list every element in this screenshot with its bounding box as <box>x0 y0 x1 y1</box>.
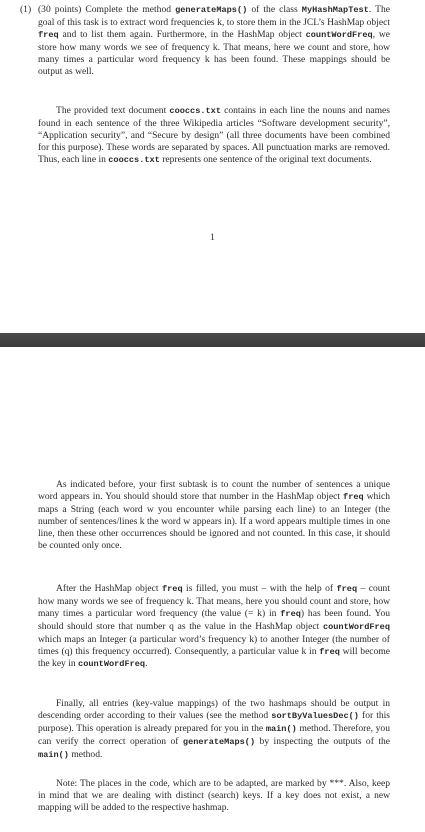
code-identifier: freq <box>38 29 59 40</box>
text-run: – count how many words we see of frequency k. That means, here you should count and store, how many times a particular word frequency (the value (= k) in <box>38 583 390 619</box>
page-number: 1 <box>210 233 215 243</box>
code-identifier: cooccs.txt <box>108 154 160 165</box>
text-run: for this purpose). This operation is already prepared for you in the <box>38 709 391 734</box>
code-identifier: generateMaps() <box>175 5 248 15</box>
text-run: After the HashMap object <box>56 583 162 594</box>
code-identifier: freq <box>336 584 358 594</box>
text-run: which maps a String (each word w you encounter while parsing each line) to an Integer (the number of sentences/lines k the word w appears in). If a word appears multiple times in one line, then these other occurrences should be ignored and not counted. In this case, it should be counted only once. <box>38 490 390 551</box>
text-run: will become the key in <box>38 645 390 670</box>
text-run: . The goal of this task is to extract word frequencies k, to store them in the JCL’s HashMap object <box>38 4 390 28</box>
code-identifier: main() <box>265 723 297 734</box>
note-paragraph <box>38 778 390 814</box>
code-identifier: countWordFreq <box>78 659 146 670</box>
code-identifier: freq <box>319 646 340 657</box>
text-run: is filled, you must – with the help of <box>182 583 337 594</box>
text-run: method. Therefore, you can verify the correct operation of <box>38 722 390 747</box>
code-identifier: countWordFreq <box>305 29 373 40</box>
input-file-paragraph <box>38 105 390 167</box>
text-run: by inspecting the outputs of the <box>255 735 390 747</box>
code-identifier: sortByValuesDec() <box>271 710 359 721</box>
text-run: method. <box>68 748 103 760</box>
code-identifier: MyHashMapTest <box>301 5 369 15</box>
code-identifier: main() <box>38 749 69 760</box>
text-run: Finally, all entries (key-value mappings) of the two hashmaps should be output in descending order according to their values (see the method <box>38 698 390 721</box>
code-identifier: freq <box>161 584 183 594</box>
text-run: Note: The places in the code, which are to be adapted, are marked by ***. Also, keep in mind that we are dealing with distinct (search) keys. If a key does not exist, a new mapping will be added to the respective hashmap. <box>38 778 390 813</box>
count-word-freq-paragraph <box>38 583 390 671</box>
text-run: of the class <box>247 4 302 15</box>
text-run: which maps an Integer (a particular word’s frequency k) to another Integer (the number of times (q) this frequency occurred). Consequently, a particular value k in <box>38 633 390 657</box>
page-separator <box>0 333 425 347</box>
text-run: (30 points) Complete the method <box>38 4 176 15</box>
text-run: . <box>145 658 148 670</box>
code-identifier: freq <box>343 491 364 502</box>
code-identifier: generateMaps() <box>182 736 256 747</box>
text-run: The provided text document <box>56 105 170 116</box>
document-page-1 <box>0 0 425 333</box>
task-description-paragraph <box>38 4 390 77</box>
code-identifier: cooccs.txt <box>169 106 221 116</box>
text-run: represents one sentence of the original text documents. <box>159 153 372 165</box>
text-run: ) has been found. You should should store that number q as the value in the HashMap object <box>38 607 391 632</box>
code-identifier: freq <box>280 608 301 619</box>
code-identifier: countWordFreq <box>322 621 390 632</box>
text-run: As indicated before, your first subtask is to count the number of sentences a unique word appears in. You should should store that number in the HashMap object <box>38 479 390 502</box>
output-paragraph <box>38 698 390 762</box>
document-page-2 <box>0 347 425 832</box>
text-run: and to list them again. Furthermore, in the HashMap object <box>58 28 306 40</box>
text-run: , we store how many words we see of frequency k. That means, here we count and store, how many times a particular word frequency k has been found. These mappings should be output as well. <box>38 28 391 77</box>
item-label: (1) <box>20 4 32 15</box>
text-run: contains in each line the nouns and names found in each sentence of the three Wikipedia articles “Software development security”, “Application security”, and “Secure by design” (all three documents have been combined for this purpose). These words are separated by spaces. All punctuation marks are removed. Thus, each line in <box>38 105 390 165</box>
freq-subtask-paragraph <box>38 479 390 551</box>
